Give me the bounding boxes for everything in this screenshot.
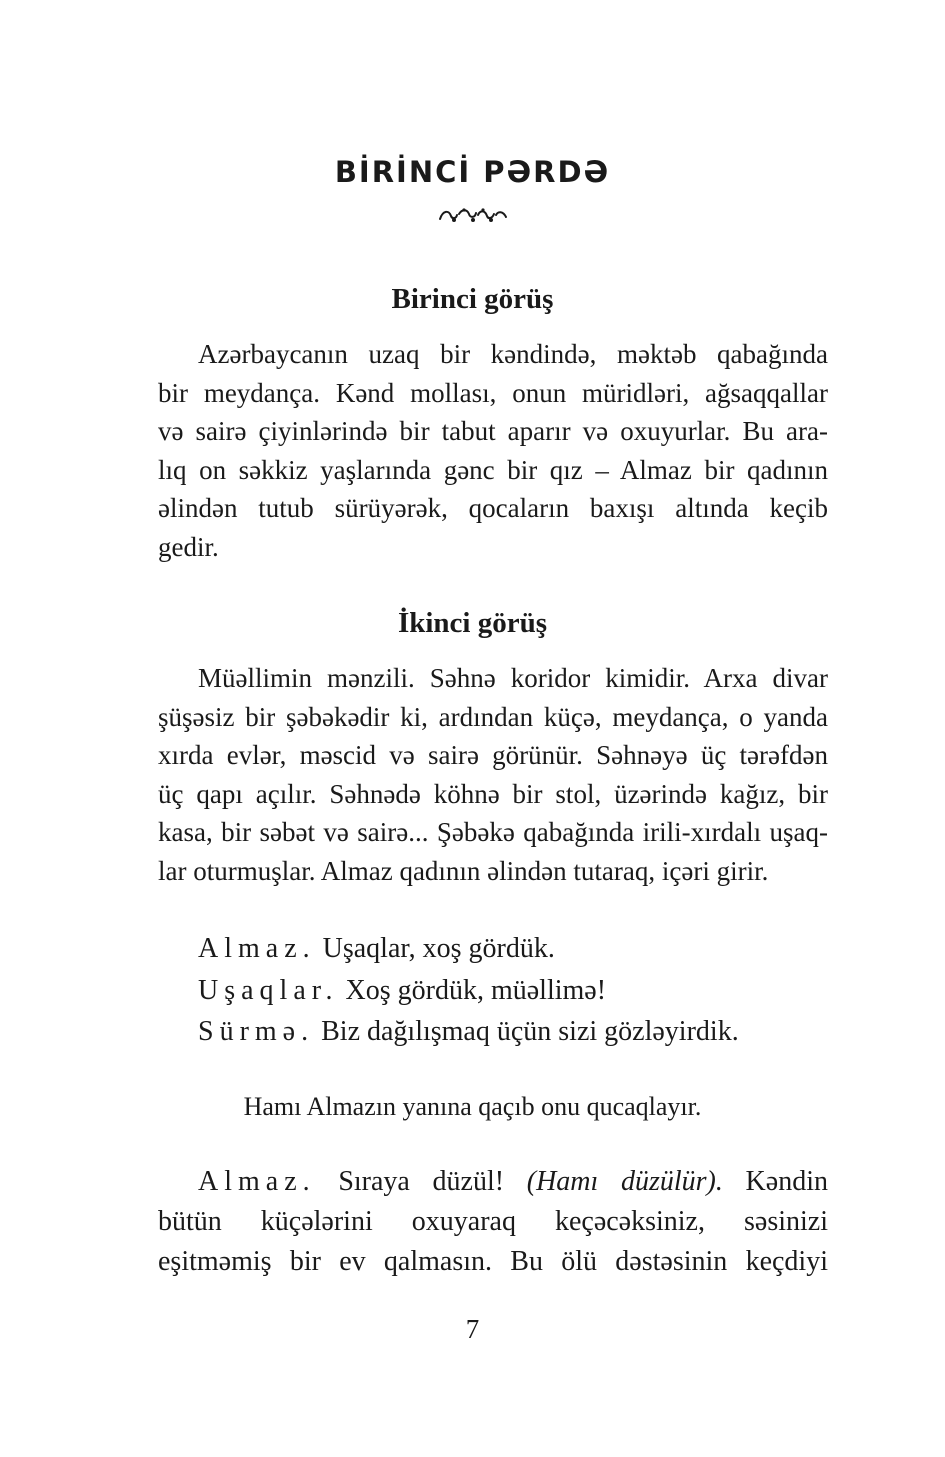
text-line: bütün küçələrini oxuyaraq keçəcəksiniz, səsinizi bbox=[158, 1206, 828, 1237]
stage-remark: (Hamı düzülür). bbox=[526, 1166, 723, 1197]
text-line: xırda evlər, məscid və sairə görünür. Səhnəyə üç tərəfdən bbox=[158, 740, 828, 771]
speaker-name: Sürmə. bbox=[198, 1016, 315, 1047]
text-line: lıq on səkkiz yaşlarında gənc bir qız – Almaz bir qadının bbox=[158, 454, 828, 485]
dialogue-text: Biz dağılışmaq üçün sizi gözləyirdik. bbox=[314, 1016, 739, 1047]
dialogue-text: Uşaqlar, xoş gördük. bbox=[315, 933, 555, 964]
final-paragraph bbox=[158, 1162, 828, 1282]
scene1-heading: Birinci görüş bbox=[391, 283, 554, 315]
stage-direction: Hamı Almazın yanına qaçıb onu qucaqlayır. bbox=[243, 1092, 702, 1121]
dialogue-line bbox=[198, 1011, 838, 1053]
scene1-paragraph bbox=[158, 335, 828, 567]
text-line: əlindən tutub sürüyərək, qocaların baxışı altında keçib bbox=[158, 493, 828, 524]
page-number: 7 bbox=[465, 1314, 480, 1344]
dialogue-block bbox=[198, 928, 838, 1053]
speaker-name: Almaz. bbox=[198, 1166, 316, 1197]
text-line: eşitməmiş bir ev qalmasın. Bu ölü dəstəsinin keçdiyi bbox=[158, 1246, 828, 1277]
speaker-name: Almaz. bbox=[198, 933, 316, 964]
dialogue-line bbox=[198, 928, 838, 970]
text-line: kasa, bir səbət və sairə... Şəbəkə qabağında irili-xırdalı uşaq- bbox=[158, 817, 828, 848]
dialogue-text: Xoş gördük, müəllimə! bbox=[338, 974, 607, 1006]
ornament-divider bbox=[0, 206, 945, 229]
speaker-name: Uşaqlar. bbox=[198, 974, 339, 1006]
chapter-title: BİRİNCİ PƏRDƏ bbox=[334, 155, 611, 189]
text-line: bir meydança. Kənd mollası, onun müridləri, ağsaqqallar bbox=[158, 377, 828, 408]
scene2-paragraph bbox=[158, 659, 828, 891]
text-line: gedir. bbox=[158, 531, 219, 562]
text-line: və sairə çiyinlərində bir tabut aparır və oxuyurlar. Bu ara- bbox=[158, 416, 828, 447]
text-line bbox=[158, 1162, 828, 1202]
text-line: Müəllimin mənzili. Səhnə koridor kimidir. Arxa divar bbox=[198, 663, 828, 693]
floral-divider-icon bbox=[437, 206, 509, 224]
dialogue-line bbox=[198, 970, 838, 1012]
text-line: Azərbaycanın uzaq bir kəndində, məktəb qabağında bbox=[198, 339, 828, 369]
text-line: şüşəsiz bir şəbəkədir ki, ardından küçə, meydança, o yanda bbox=[158, 701, 828, 732]
dialogue-text: Kəndin bbox=[722, 1166, 828, 1197]
dialogue-text: Sıraya düzül! bbox=[315, 1166, 527, 1197]
text-line: üç qapı açılır. Səhnədə köhnə bir stol, üzərində kağız, bir bbox=[158, 778, 828, 809]
scene2-heading: İkinci görüş bbox=[397, 607, 548, 639]
text-line: lar oturmuşlar. Almaz qadının əlindən tutaraq, içəri girir. bbox=[158, 855, 769, 886]
